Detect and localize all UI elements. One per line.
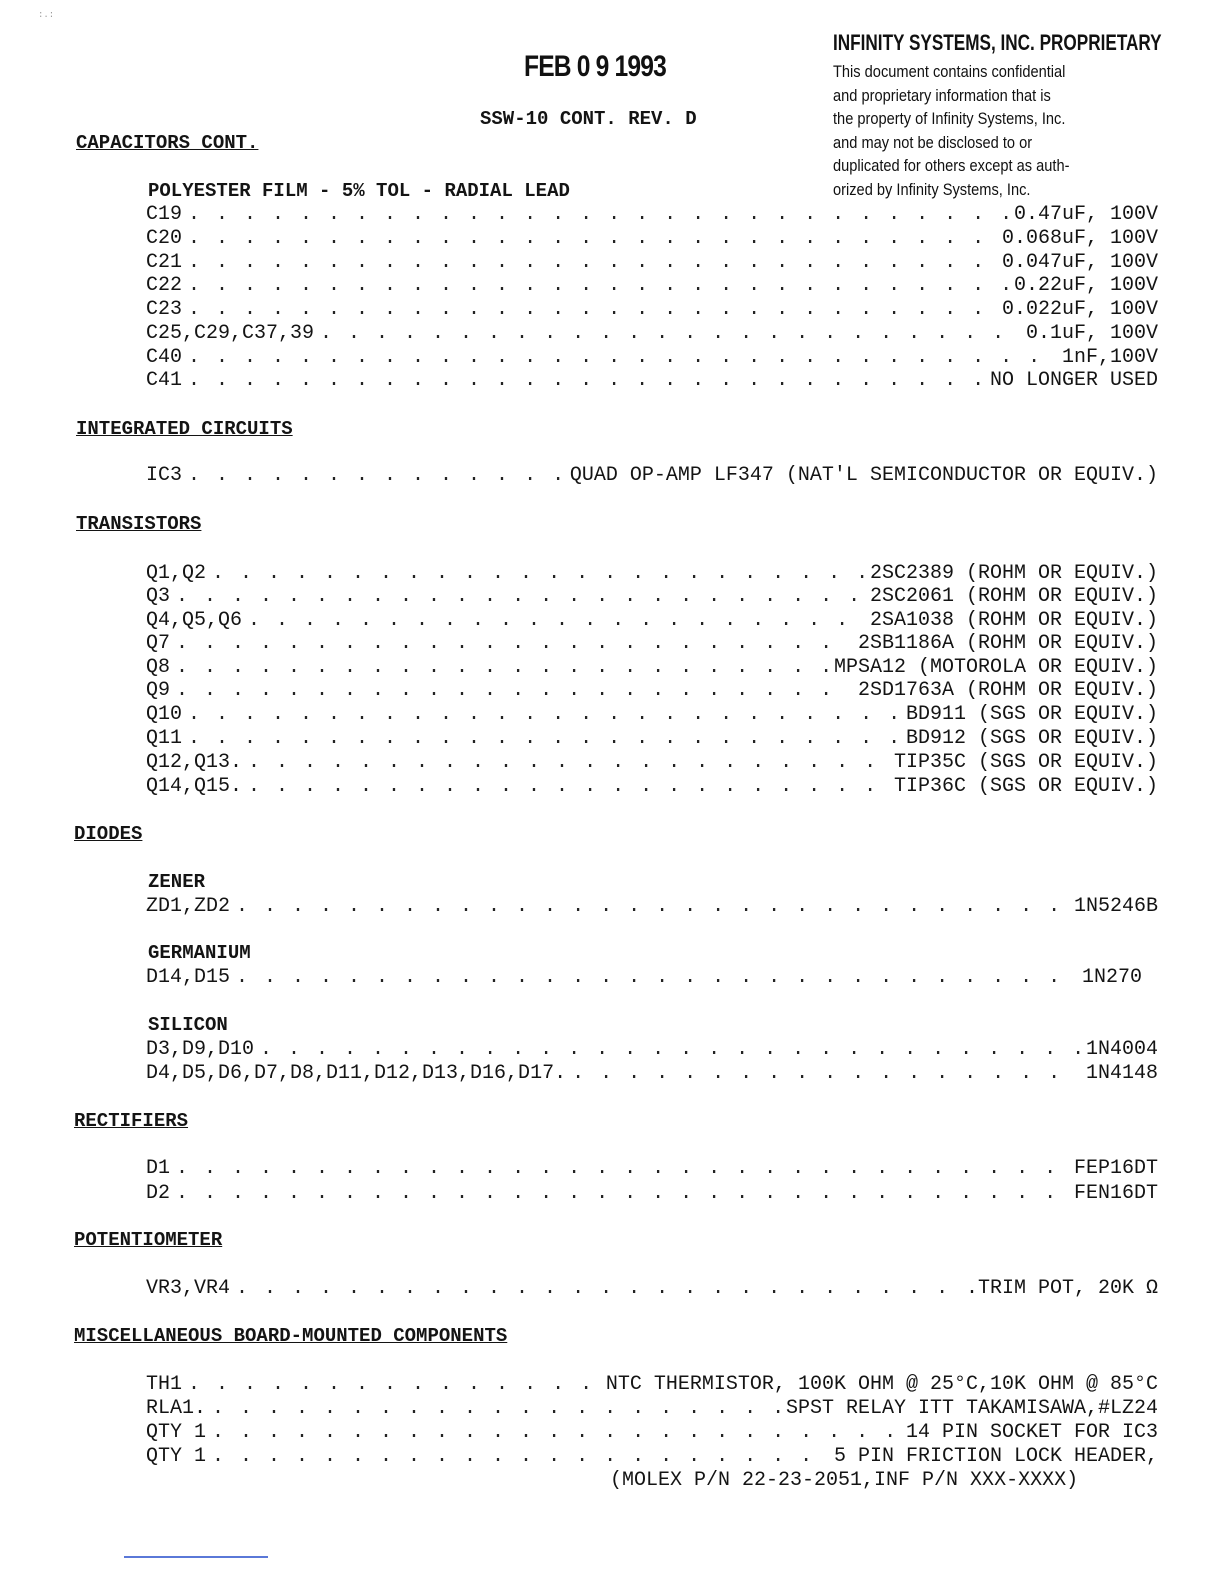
leader-dots <box>260 1038 1080 1061</box>
part-row <box>146 1062 1158 1086</box>
proprietary-line: duplicated for others except as auth- <box>833 156 1070 176</box>
part-row <box>146 346 1158 370</box>
part-row <box>146 1277 1158 1301</box>
part-ref: Q8 <box>146 656 171 679</box>
part-value: 0.022uF, 100V <box>1001 298 1158 321</box>
leader-dots <box>212 1445 828 1468</box>
leader-dots <box>212 1421 900 1444</box>
part-ref: QTY 1 <box>146 1445 207 1468</box>
part-row <box>146 464 1158 488</box>
leader-dots <box>236 895 1068 918</box>
part-row <box>146 751 1158 775</box>
leader-dots <box>176 585 864 608</box>
part-row <box>146 369 1158 393</box>
part-value: TIP35C (SGS OR EQUIV.) <box>893 751 1158 774</box>
leader-dots <box>176 656 828 679</box>
leader-dots <box>176 679 852 702</box>
part-row <box>146 1445 1158 1469</box>
part-value: 0.47uF, 100V <box>1013 203 1158 226</box>
part-row <box>146 298 1158 322</box>
part-value: 2SC2389 (ROHM OR EQUIV.) <box>869 562 1158 585</box>
subtitle-polyester-film: POLYESTER FILM - 5% TOL - RADIAL LEAD <box>148 180 570 202</box>
document-id: SSW-10 CONT. REV. D <box>480 108 697 130</box>
proprietary-line: This document contains confidential <box>833 62 1066 81</box>
part-value: FEP16DT <box>1073 1157 1158 1180</box>
part-ref: Q14,Q15. <box>146 775 243 798</box>
leader-dots <box>176 1157 1068 1180</box>
part-ref: C22 <box>146 274 183 297</box>
proprietary-line: and proprietary information that is <box>833 85 1051 105</box>
part-value: NTC THERMISTOR, 100K OHM @ 25°C,10K OHM @ 85°C <box>605 1373 1158 1396</box>
part-ref: ZD1,ZD2 <box>146 895 231 918</box>
part-value: .TRIM POT, 20K Ω <box>965 1277 1158 1300</box>
part-value: BD912 (SGS OR EQUIV.) <box>905 727 1158 750</box>
part-row <box>146 1038 1158 1062</box>
part-value: 1N5246B <box>1073 895 1158 918</box>
part-value: 0.047uF, 100V <box>1001 251 1158 274</box>
part-ref: D1 <box>146 1157 171 1180</box>
leader-dots <box>320 322 1020 345</box>
part-value: MPSA12 (MOTOROLA OR EQUIV.) <box>833 656 1158 679</box>
section-title-rectifiers: RECTIFIERS <box>74 1110 189 1132</box>
part-row <box>146 203 1158 227</box>
part-ref: Q4,Q5,Q6 <box>146 609 243 632</box>
part-value: NO LONGER USED <box>989 369 1158 392</box>
part-ref: TH1 <box>146 1373 183 1396</box>
part-ref: Q11 <box>146 727 183 750</box>
section-title-ics: INTEGRATED CIRCUITS <box>76 418 293 440</box>
leader-dots <box>188 251 996 274</box>
leader-dots <box>188 227 996 250</box>
part-row <box>146 562 1158 586</box>
part-ref: C21 <box>146 251 183 274</box>
section-title-diodes: DIODES <box>74 823 143 845</box>
section-title-misc: MISCELLANEOUS BOARD-MOUNTED COMPONENTS <box>74 1325 508 1347</box>
part-row <box>146 895 1158 919</box>
part-value: BD911 (SGS OR EQUIV.) <box>905 703 1158 726</box>
part-value: 1N4148 <box>1085 1062 1158 1085</box>
part-ref: Q10 <box>146 703 183 726</box>
part-ref: C23 <box>146 298 183 321</box>
part-row <box>146 1397 1158 1421</box>
leader-dots <box>188 346 1056 369</box>
part-value: 2SC2061 (ROHM OR EQUIV.) <box>869 585 1158 608</box>
part-value: TIP36C (SGS OR EQUIV.) <box>893 775 1158 798</box>
part-row <box>146 632 1158 656</box>
leader-dots <box>188 203 1008 226</box>
part-ref: D3,D9,D10 <box>146 1038 255 1061</box>
part-ref: VR3,VR4 <box>146 1277 231 1300</box>
part-ref: C40 <box>146 346 183 369</box>
part-row <box>146 585 1158 609</box>
part-ref: Q3 <box>146 585 171 608</box>
part-row <box>146 775 1158 799</box>
leader-dots <box>236 1277 960 1300</box>
part-row <box>146 679 1158 703</box>
part-ref: Q9 <box>146 679 171 702</box>
date-stamp: FEB 0 9 1993 <box>524 50 666 83</box>
part-row <box>146 609 1158 633</box>
blue-pen-mark <box>124 1556 268 1558</box>
proprietary-line: the property of Infinity Systems, Inc. <box>833 109 1066 129</box>
part-row <box>146 227 1158 251</box>
part-row <box>146 703 1158 727</box>
leader-dots <box>572 1062 1080 1085</box>
leader-dots <box>188 464 564 487</box>
leader-dots <box>188 298 996 321</box>
part-value: 2SB1186A (ROHM OR EQUIV.) <box>857 632 1158 655</box>
part-row <box>146 1373 1158 1397</box>
part-value: QUAD OP-AMP LF347 (NAT'L SEMICONDUCTOR OR EQUIV.) <box>569 464 1158 487</box>
part-value: 0.1uF, 100V <box>1025 322 1158 345</box>
subtitle-germanium: GERMANIUM <box>148 942 251 964</box>
section-title-potentiometer: POTENTIOMETER <box>74 1229 223 1251</box>
proprietary-line: and may not be disclosed to or <box>833 132 1033 152</box>
part-ref: D4,D5,D6,D7,D8,D11,D12,D13,D16,D17. <box>146 1062 567 1085</box>
part-row <box>146 656 1158 680</box>
part-row <box>146 251 1158 275</box>
part-value: 1N270 <box>1081 966 1142 989</box>
part-row <box>146 1157 1158 1181</box>
part-value: 0.068uF, 100V <box>1001 227 1158 250</box>
part-value: 0.22uF, 100V <box>1013 274 1158 297</box>
leader-dots <box>236 966 1076 989</box>
part-value: 1nF,100V <box>1061 346 1158 369</box>
subtitle-silicon: SILICON <box>148 1014 228 1036</box>
part-ref: RLA1. <box>146 1397 207 1420</box>
leader-dots <box>212 562 864 585</box>
part-ref: D2 <box>146 1182 171 1205</box>
leader-dots <box>188 274 1008 297</box>
proprietary-notice <box>833 30 1162 202</box>
part-row <box>146 274 1158 298</box>
leader-dots <box>248 751 888 774</box>
part-value: 2SD1763A (ROHM OR EQUIV.) <box>857 679 1158 702</box>
part-row <box>146 966 1142 990</box>
leader-dots <box>188 369 984 392</box>
leader-dots <box>188 703 900 726</box>
part-row <box>146 322 1158 346</box>
part-ref: IC3 <box>146 464 183 487</box>
leader-dots <box>176 632 852 655</box>
leader-dots <box>176 1182 1068 1205</box>
part-ref: Q7 <box>146 632 171 655</box>
part-value: 5 PIN FRICTION LOCK HEADER, <box>833 1445 1158 1468</box>
part-value: SPST RELAY ITT TAKAMISAWA,#LZ24 <box>785 1397 1158 1420</box>
subtitle-zener: ZENER <box>148 871 206 893</box>
part-ref: C25,C29,C37,39 <box>146 322 315 345</box>
part-value: 1N4004 <box>1085 1038 1158 1061</box>
proprietary-line: orized by Infinity Systems, Inc. <box>833 179 1031 199</box>
part-ref: Q1,Q2 <box>146 562 207 585</box>
part-value: 2SA1038 (ROHM OR EQUIV.) <box>869 609 1158 632</box>
part-ref: D14,D15 <box>146 966 231 989</box>
part-value-continuation: (MOLEX P/N 22-23-2051,INF P/N XXX-XXXX) <box>610 1469 1079 1492</box>
part-value: FEN16DT <box>1073 1182 1158 1205</box>
part-value: 14 PIN SOCKET FOR IC3 <box>905 1421 1158 1444</box>
part-row <box>146 727 1158 751</box>
proprietary-title: INFINITY SYSTEMS, INC. PROPRIETARY <box>833 30 1162 55</box>
part-ref: C20 <box>146 227 183 250</box>
part-ref: QTY 1 <box>146 1421 207 1444</box>
leader-dots <box>212 1397 780 1420</box>
part-ref: C41 <box>146 369 183 392</box>
leader-dots <box>188 1373 600 1396</box>
part-ref: C19 <box>146 203 183 226</box>
section-title-transistors: TRANSISTORS <box>76 513 202 535</box>
leader-dots <box>248 775 888 798</box>
leader-dots <box>188 727 900 750</box>
scan-speck: :.: <box>38 10 55 20</box>
leader-dots <box>248 609 864 632</box>
section-title-capacitors: CAPACITORS CONT. <box>76 132 259 154</box>
part-row <box>146 1421 1158 1445</box>
part-row <box>146 1182 1158 1206</box>
part-ref: Q12,Q13. <box>146 751 243 774</box>
